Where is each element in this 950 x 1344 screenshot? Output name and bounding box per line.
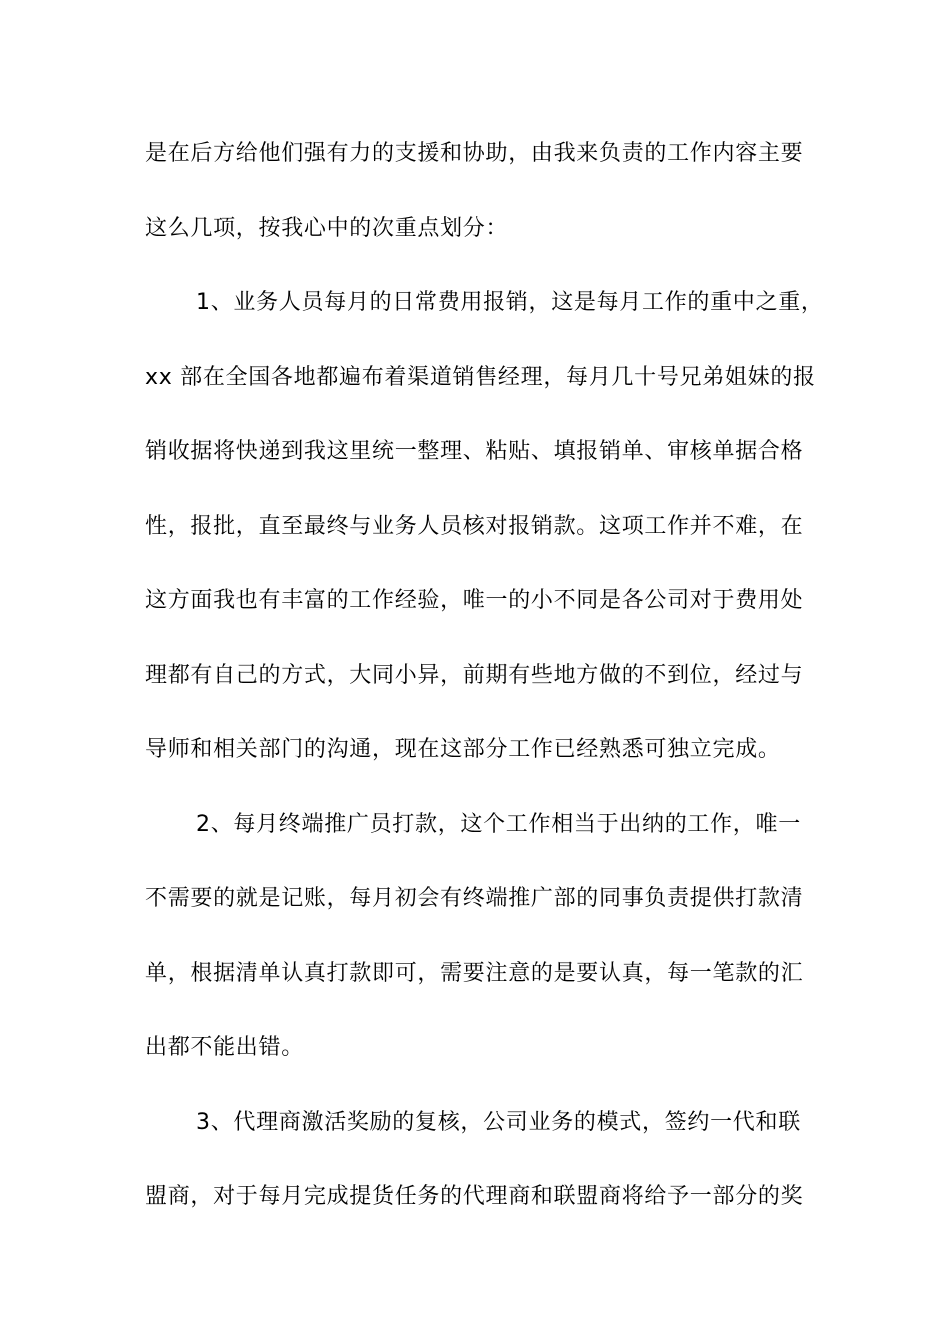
text-line: xx 部在全国各地都遍布着渠道销售经理，每月几十号兄弟姐妹的报: [145, 365, 816, 390]
text-line: 盟商，对于每月完成提货任务的代理商和联盟商将给予一部分的奖: [145, 1184, 804, 1209]
text-line: 性，报批，直至最终与业务人员核对报销款。这项工作并不难，在: [145, 514, 804, 539]
text-line: 单，根据清单认真打款即可，需要注意的是要认真，每一笔款的汇: [145, 961, 804, 986]
paragraph-start-line: 3、代理商激活奖励的复核，公司业务的模式，签约一代和联: [196, 1110, 801, 1135]
text-line: 销收据将快递到我这里统一整理、粘贴、填报销单、审核单据合格: [145, 439, 804, 464]
text-line: 是在后方给他们强有力的支援和协助，由我来负责的工作内容主要: [145, 141, 804, 166]
paragraph-start-line: 1、业务人员每月的日常费用报销，这是每月工作的重中之重，: [196, 290, 824, 315]
paragraph-start-line: 2、每月终端推广员打款，这个工作相当于出纳的工作，唯一: [196, 812, 801, 837]
text-line: 理都有自己的方式，大同小异，前期有些地方做的不到位，经过与: [145, 663, 804, 688]
text-line: 导师和相关部门的沟通，现在这部分工作已经熟悉可独立完成。: [145, 737, 781, 762]
text-line: 出都不能出错。: [145, 1035, 304, 1060]
text-line: 这方面我也有丰富的工作经验，唯一的小不同是各公司对于费用处: [145, 588, 804, 613]
text-line: 这么几项，按我心中的次重点划分：: [145, 216, 509, 241]
text-line: 不需要的就是记账，每月初会有终端推广部的同事负责提供打款清: [145, 886, 804, 911]
